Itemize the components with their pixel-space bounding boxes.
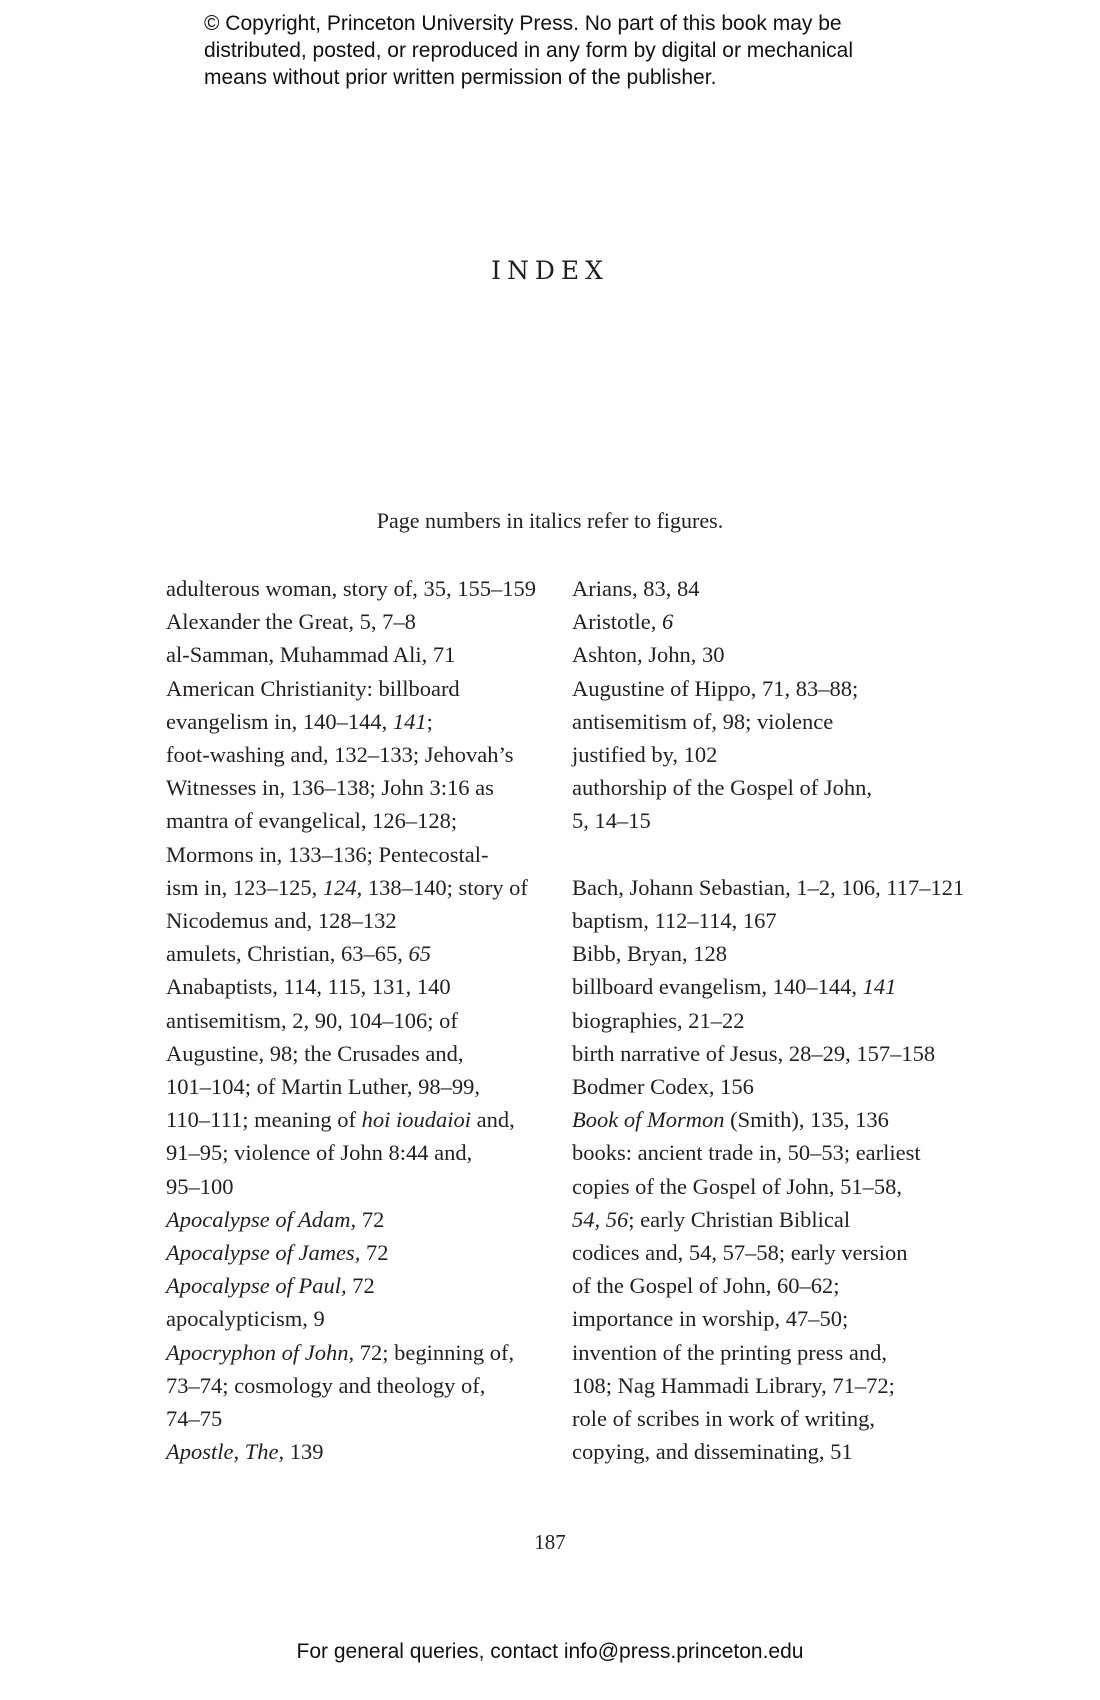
- index-entry: [166, 605, 536, 638]
- text-segment: Nicodemus and, 128–132: [166, 908, 397, 934]
- text-segment: apocalypticism, 9: [166, 1306, 325, 1332]
- italic-segment: 141: [392, 708, 427, 734]
- italic-segment: 54, 56: [572, 1206, 629, 1232]
- text-segment: evangelism in, 140–144,: [166, 708, 393, 734]
- index-entry-line: [572, 605, 944, 638]
- index-entry-line: [166, 1070, 536, 1103]
- text-segment: ;: [426, 708, 433, 734]
- text-segment: birth narrative of Jesus, 28–29, 157–158: [572, 1040, 936, 1066]
- index-entry-line: [166, 1336, 536, 1369]
- text-segment: role of scribes in work of writing,: [572, 1406, 876, 1432]
- index-entry: [572, 672, 944, 772]
- index-entry-line: [572, 1402, 944, 1435]
- index-entry-line: [166, 572, 536, 605]
- index-entry: [572, 605, 944, 638]
- copyright-line: © Copyright, Princeton University Press. No part of this book may be: [204, 12, 842, 35]
- text-segment: foot-washing and, 132–133; Jehovah’s: [166, 742, 514, 768]
- index-entry-line: [572, 771, 944, 804]
- index-entry-line: [572, 1070, 944, 1103]
- text-segment: 101–104; of Martin Luther, 98–99,: [166, 1074, 481, 1100]
- index-entry-line: [572, 705, 944, 738]
- text-segment: baptism, 112–114, 167: [572, 908, 777, 934]
- italic-segment: 6: [662, 609, 674, 635]
- index-entry-line: [572, 937, 944, 970]
- italic-segment: Apocalypse of James,: [166, 1240, 361, 1266]
- index-entry: [572, 1070, 944, 1103]
- text-segment: biographies, 21–22: [572, 1007, 745, 1033]
- text-segment: 72: [346, 1273, 375, 1299]
- italic-segment: 124: [322, 874, 357, 900]
- index-entry-line: [166, 804, 536, 837]
- text-segment: 110–111; meaning of: [166, 1107, 362, 1133]
- text-segment: justified by, 102: [572, 742, 718, 768]
- index-entry: [572, 871, 965, 904]
- text-segment: American Christianity: billboard: [166, 675, 460, 701]
- index-entry-line: [572, 1203, 944, 1236]
- index-entry-line: [166, 705, 536, 738]
- text-segment: al-Samman, Muhammad Ali, 71: [166, 642, 456, 668]
- index-entry: [166, 572, 536, 605]
- text-segment: importance in worship, 47–50;: [572, 1306, 849, 1332]
- italic-segment: 141: [862, 974, 897, 1000]
- index-entry-line: [572, 1236, 944, 1269]
- index-entry-line: [166, 838, 536, 871]
- italic-segment: Book of Mormon: [572, 1107, 725, 1133]
- letter-group-gap: [572, 838, 944, 871]
- index-entry-line: [572, 1037, 944, 1070]
- index-entry-line: [572, 1136, 944, 1169]
- text-segment: 73–74; cosmology and theology of,: [166, 1372, 486, 1398]
- index-entry: [572, 970, 944, 1003]
- index-entry: [166, 1236, 536, 1269]
- index-entry-line: [166, 1203, 536, 1236]
- text-segment: invention of the printing press and,: [572, 1339, 887, 1365]
- index-entry: [572, 638, 944, 671]
- index-entry: [572, 904, 944, 937]
- text-segment: Aristotle,: [572, 609, 662, 635]
- text-segment: Bodmer Codex, 156: [572, 1074, 754, 1100]
- text-segment: , 138–140; story of: [356, 874, 528, 900]
- text-segment: Witnesses in, 136–138; John 3:16 as: [166, 775, 494, 801]
- text-segment: codices and, 54, 57–58; early version: [572, 1240, 908, 1266]
- text-segment: authorship of the Gospel of John,: [572, 775, 872, 801]
- index-entry-line: [572, 1269, 944, 1302]
- text-segment: of the Gospel of John, 60–62;: [572, 1273, 840, 1299]
- index-entry-line: [572, 738, 944, 771]
- text-segment: 5, 14–15: [572, 808, 651, 834]
- index-entry-line: [166, 871, 536, 904]
- text-segment: ; early Christian Biblical: [628, 1206, 851, 1232]
- text-segment: Anabaptists, 114, 115, 131, 140: [166, 974, 451, 1000]
- index-entry: [572, 937, 944, 970]
- index-entry-line: [166, 1269, 536, 1302]
- index-entry-line: [572, 638, 944, 671]
- index-entry: [166, 1302, 536, 1335]
- text-segment: copies of the Gospel of John, 51–58,: [572, 1173, 902, 1199]
- index-entry-line: [166, 1103, 536, 1136]
- copyright-line: distributed, posted, or reproduced in any form by digital or mechanical: [204, 39, 854, 62]
- index-entry-line: [572, 1336, 944, 1369]
- page-number: 187: [534, 1530, 566, 1554]
- text-segment: Augustine of Hippo, 71, 83–88;: [572, 675, 859, 701]
- index-entry: [166, 1336, 536, 1436]
- text-segment: 74–75: [166, 1406, 223, 1432]
- index-entry: [166, 1004, 536, 1203]
- index-entry: [166, 1269, 536, 1302]
- index-note: Page numbers in italics refer to figures.: [376, 508, 724, 533]
- italic-segment: Apocryphon of John,: [166, 1339, 355, 1365]
- text-segment: adulterous woman, story of, 35, 155–159: [166, 576, 536, 601]
- text-segment: antisemitism, 2, 90, 104–106; of: [166, 1007, 458, 1033]
- italic-segment: hoi ioudaioi: [361, 1107, 471, 1133]
- index-entry: [166, 1203, 536, 1236]
- text-segment: 108; Nag Hammadi Library, 71–72;: [572, 1372, 895, 1398]
- index-entry-line: [166, 738, 536, 771]
- index-entry-line: [166, 1402, 536, 1435]
- index-entry: [166, 970, 536, 1003]
- text-segment: billboard evangelism, 140–144,: [572, 974, 863, 1000]
- text-segment: copying, and disseminating, 51: [572, 1439, 853, 1465]
- text-segment: 139: [284, 1439, 324, 1465]
- index-entry-line: [166, 904, 536, 937]
- text-segment: amulets, Christian, 63–65,: [166, 941, 409, 967]
- index-entry-line: [166, 605, 536, 638]
- text-segment: books: ancient trade in, 50–53; earliest: [572, 1140, 921, 1166]
- index-entry-line: [572, 672, 944, 705]
- index-entry: [572, 572, 944, 605]
- text-segment: 72: [360, 1240, 389, 1266]
- index-entry: [572, 1136, 944, 1468]
- index-entry-line: [166, 1236, 536, 1269]
- index-entry-line: [166, 937, 536, 970]
- copyright-notice: [204, 10, 964, 91]
- index-entry-line: [166, 1170, 536, 1203]
- index-entry-line: [166, 638, 536, 671]
- text-segment: Bibb, Bryan, 128: [572, 941, 727, 967]
- footer-contact: For general queries, contact info@press.princeton.edu: [296, 1640, 804, 1663]
- index-entry-line: [572, 804, 944, 837]
- copyright-line: means without prior written permission of the publisher.: [204, 66, 717, 89]
- text-segment: ism in, 123–125,: [166, 874, 323, 900]
- italic-segment: Apostle, The,: [166, 1439, 285, 1465]
- italic-segment: Apocalypse of Paul,: [166, 1273, 347, 1299]
- index-entry-line: [572, 904, 944, 937]
- text-segment: Bach, Johann Sebastian, 1–2, 106, 117–121: [572, 874, 965, 900]
- index-entry-line: [166, 970, 536, 1003]
- index-entry-line: [166, 1037, 536, 1070]
- text-segment: Augustine, 98; the Crusades and,: [166, 1040, 464, 1066]
- index-column-left: [166, 572, 536, 1468]
- index-entry-line: [166, 1302, 536, 1335]
- index-entry-line: [166, 1136, 536, 1169]
- text-segment: 72; beginning of,: [354, 1339, 515, 1365]
- index-entry: [166, 1435, 536, 1468]
- index-entry: [166, 937, 536, 970]
- index-entry-line: [572, 1302, 944, 1335]
- index-entry-line: [572, 1435, 944, 1468]
- text-segment: mantra of evangelical, 126–128;: [166, 808, 458, 834]
- index-entry-line: [572, 1004, 944, 1037]
- text-segment: 91–95; violence of John 8:44 and,: [166, 1140, 473, 1166]
- text-segment: (Smith), 135, 136: [724, 1107, 889, 1133]
- index-entry-line: [166, 1369, 536, 1402]
- text-segment: 95–100: [166, 1173, 234, 1199]
- index-entry-line: [572, 871, 965, 904]
- text-segment: and,: [470, 1107, 515, 1133]
- index-entry: [572, 771, 944, 837]
- index-entry-line: [166, 1435, 536, 1468]
- text-segment: 72: [356, 1206, 385, 1232]
- index-entry-line: [572, 970, 944, 1003]
- page-title: INDEX: [491, 256, 609, 285]
- text-segment: Ashton, John, 30: [572, 642, 725, 668]
- index-entry-line: [572, 572, 944, 605]
- index-entry-line: [166, 771, 536, 804]
- index-entry-line: [572, 1170, 944, 1203]
- index-entry-line: [572, 1369, 944, 1402]
- text-segment: Arians, 83, 84: [572, 576, 700, 601]
- italic-segment: 65: [408, 941, 431, 967]
- index-entry-line: [166, 672, 536, 705]
- index-entry: [166, 638, 536, 671]
- text-segment: antisemitism of, 98; violence: [572, 708, 834, 734]
- index-entry-line: [572, 1103, 944, 1136]
- text-segment: Mormons in, 133–136; Pentecostal-: [166, 841, 489, 867]
- index-entry: [572, 1103, 944, 1136]
- index-entry: [572, 1037, 944, 1070]
- index-column-right: [572, 572, 965, 1468]
- italic-segment: Apocalypse of Adam,: [166, 1206, 357, 1232]
- index-entry: [572, 1004, 944, 1037]
- index-entry: [166, 672, 536, 938]
- index-entry-line: [166, 1004, 536, 1037]
- text-segment: Alexander the Great, 5, 7–8: [166, 609, 416, 635]
